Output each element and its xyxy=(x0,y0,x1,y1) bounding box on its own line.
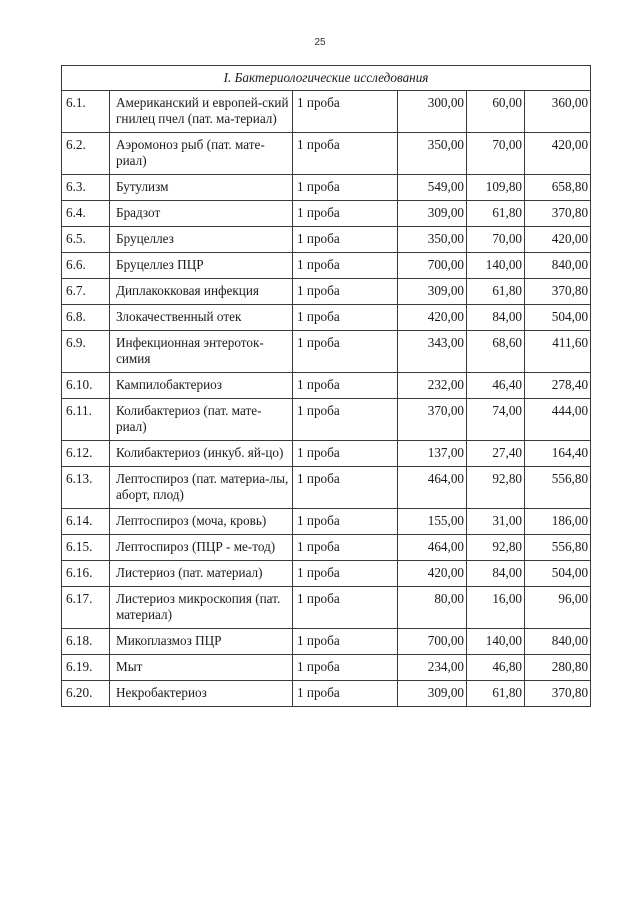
item-total: 360,00 xyxy=(525,91,591,133)
item-name: Злокачественный отек xyxy=(110,305,293,331)
item-price: 137,00 xyxy=(398,441,467,467)
item-total: 556,80 xyxy=(525,535,591,561)
item-name: Брадзот xyxy=(110,201,293,227)
item-vat: 92,80 xyxy=(467,535,525,561)
item-name: Листериоз (пат. материал) xyxy=(110,561,293,587)
item-total: 504,00 xyxy=(525,305,591,331)
table-row xyxy=(62,441,591,467)
item-number: 6.14. xyxy=(62,509,110,535)
item-vat: 61,80 xyxy=(467,201,525,227)
item-unit: 1 проба xyxy=(293,175,398,201)
item-price: 370,00 xyxy=(398,399,467,441)
item-vat: 84,00 xyxy=(467,561,525,587)
table-row xyxy=(62,681,591,707)
item-unit: 1 проба xyxy=(293,373,398,399)
item-price: 234,00 xyxy=(398,655,467,681)
item-unit: 1 проба xyxy=(293,509,398,535)
item-number: 6.1. xyxy=(62,91,110,133)
item-number: 6.9. xyxy=(62,331,110,373)
item-price: 700,00 xyxy=(398,253,467,279)
item-name: Бруцеллез ПЦР xyxy=(110,253,293,279)
item-number: 6.19. xyxy=(62,655,110,681)
item-number: 6.17. xyxy=(62,587,110,629)
item-vat: 74,00 xyxy=(467,399,525,441)
item-total: 556,80 xyxy=(525,467,591,509)
item-total: 370,80 xyxy=(525,201,591,227)
table-row xyxy=(62,467,591,509)
item-unit: 1 проба xyxy=(293,587,398,629)
section-title: I. Бактериологические исследования xyxy=(62,66,591,91)
item-name: Лептоспироз (ПЦР - ме-тод) xyxy=(110,535,293,561)
item-price: 350,00 xyxy=(398,133,467,175)
item-vat: 109,80 xyxy=(467,175,525,201)
item-price: 309,00 xyxy=(398,201,467,227)
item-price: 155,00 xyxy=(398,509,467,535)
item-total: 280,80 xyxy=(525,655,591,681)
item-vat: 92,80 xyxy=(467,467,525,509)
item-number: 6.20. xyxy=(62,681,110,707)
item-total: 96,00 xyxy=(525,587,591,629)
item-number: 6.16. xyxy=(62,561,110,587)
item-unit: 1 проба xyxy=(293,305,398,331)
price-table xyxy=(61,65,591,707)
item-unit: 1 проба xyxy=(293,655,398,681)
item-name: Бутулизм xyxy=(110,175,293,201)
item-name: Аэромоноз рыб (пат. мате-риал) xyxy=(110,133,293,175)
item-number: 6.8. xyxy=(62,305,110,331)
item-price: 420,00 xyxy=(398,305,467,331)
item-name: Кампилобактериоз xyxy=(110,373,293,399)
item-total: 164,40 xyxy=(525,441,591,467)
item-total: 840,00 xyxy=(525,629,591,655)
item-total: 278,40 xyxy=(525,373,591,399)
item-price: 464,00 xyxy=(398,535,467,561)
item-unit: 1 проба xyxy=(293,441,398,467)
item-price: 420,00 xyxy=(398,561,467,587)
table-row xyxy=(62,509,591,535)
item-vat: 46,80 xyxy=(467,655,525,681)
item-number: 6.11. xyxy=(62,399,110,441)
item-vat: 68,60 xyxy=(467,331,525,373)
table-row xyxy=(62,535,591,561)
item-vat: 46,40 xyxy=(467,373,525,399)
item-price: 700,00 xyxy=(398,629,467,655)
item-vat: 61,80 xyxy=(467,279,525,305)
item-unit: 1 проба xyxy=(293,227,398,253)
item-total: 420,00 xyxy=(525,227,591,253)
item-total: 420,00 xyxy=(525,133,591,175)
item-vat: 31,00 xyxy=(467,509,525,535)
item-unit: 1 проба xyxy=(293,133,398,175)
item-name: Диплакокковая инфекция xyxy=(110,279,293,305)
item-name: Лептоспироз (пат. материа-лы, аборт, плод) xyxy=(110,467,293,509)
item-name: Мыт xyxy=(110,655,293,681)
item-unit: 1 проба xyxy=(293,629,398,655)
item-total: 658,80 xyxy=(525,175,591,201)
item-vat: 70,00 xyxy=(467,227,525,253)
item-number: 6.15. xyxy=(62,535,110,561)
item-price: 80,00 xyxy=(398,587,467,629)
item-name: Колибактериоз (пат. мате-риал) xyxy=(110,399,293,441)
item-name: Некробактериоз xyxy=(110,681,293,707)
item-unit: 1 проба xyxy=(293,253,398,279)
item-price: 464,00 xyxy=(398,467,467,509)
item-number: 6.18. xyxy=(62,629,110,655)
item-unit: 1 проба xyxy=(293,279,398,305)
table-row xyxy=(62,279,591,305)
table-row xyxy=(62,253,591,279)
item-vat: 140,00 xyxy=(467,629,525,655)
item-name: Колибактериоз (инкуб. яй-цо) xyxy=(110,441,293,467)
table-row xyxy=(62,587,591,629)
item-price: 343,00 xyxy=(398,331,467,373)
item-vat: 27,40 xyxy=(467,441,525,467)
item-total: 840,00 xyxy=(525,253,591,279)
item-vat: 61,80 xyxy=(467,681,525,707)
table-row xyxy=(62,373,591,399)
item-price: 549,00 xyxy=(398,175,467,201)
table-row xyxy=(62,331,591,373)
table-row xyxy=(62,227,591,253)
item-name: Инфекционная энтероток-симия xyxy=(110,331,293,373)
item-price: 309,00 xyxy=(398,681,467,707)
table-row xyxy=(62,629,591,655)
item-price: 232,00 xyxy=(398,373,467,399)
item-price: 350,00 xyxy=(398,227,467,253)
item-number: 6.10. xyxy=(62,373,110,399)
table-row xyxy=(62,133,591,175)
item-number: 6.2. xyxy=(62,133,110,175)
item-number: 6.12. xyxy=(62,441,110,467)
item-name: Лептоспироз (моча, кровь) xyxy=(110,509,293,535)
table-row xyxy=(62,201,591,227)
item-name: Бруцеллез xyxy=(110,227,293,253)
item-vat: 140,00 xyxy=(467,253,525,279)
item-number: 6.5. xyxy=(62,227,110,253)
item-vat: 16,00 xyxy=(467,587,525,629)
item-number: 6.7. xyxy=(62,279,110,305)
item-total: 504,00 xyxy=(525,561,591,587)
item-name: Микоплазмоз ПЦР xyxy=(110,629,293,655)
item-unit: 1 проба xyxy=(293,399,398,441)
table-row xyxy=(62,305,591,331)
item-total: 186,00 xyxy=(525,509,591,535)
item-unit: 1 проба xyxy=(293,681,398,707)
item-price: 300,00 xyxy=(398,91,467,133)
table-row xyxy=(62,175,591,201)
item-unit: 1 проба xyxy=(293,91,398,133)
item-unit: 1 проба xyxy=(293,535,398,561)
item-name: Листериоз микроскопия (пат. материал) xyxy=(110,587,293,629)
item-vat: 60,00 xyxy=(467,91,525,133)
item-unit: 1 проба xyxy=(293,467,398,509)
item-total: 370,80 xyxy=(525,279,591,305)
item-price: 309,00 xyxy=(398,279,467,305)
item-number: 6.4. xyxy=(62,201,110,227)
item-total: 411,60 xyxy=(525,331,591,373)
item-name: Американский и европей-ский гнилец пчел (пат. ма-териал) xyxy=(110,91,293,133)
item-vat: 70,00 xyxy=(467,133,525,175)
table-row xyxy=(62,561,591,587)
item-total: 444,00 xyxy=(525,399,591,441)
item-unit: 1 проба xyxy=(293,201,398,227)
table-row xyxy=(62,399,591,441)
item-unit: 1 проба xyxy=(293,331,398,373)
page-number: 25 xyxy=(314,37,326,48)
item-number: 6.13. xyxy=(62,467,110,509)
section-header-row xyxy=(62,66,591,91)
item-vat: 84,00 xyxy=(467,305,525,331)
table-row xyxy=(62,655,591,681)
item-total: 370,80 xyxy=(525,681,591,707)
item-number: 6.3. xyxy=(62,175,110,201)
item-unit: 1 проба xyxy=(293,561,398,587)
table-row xyxy=(62,91,591,133)
item-number: 6.6. xyxy=(62,253,110,279)
